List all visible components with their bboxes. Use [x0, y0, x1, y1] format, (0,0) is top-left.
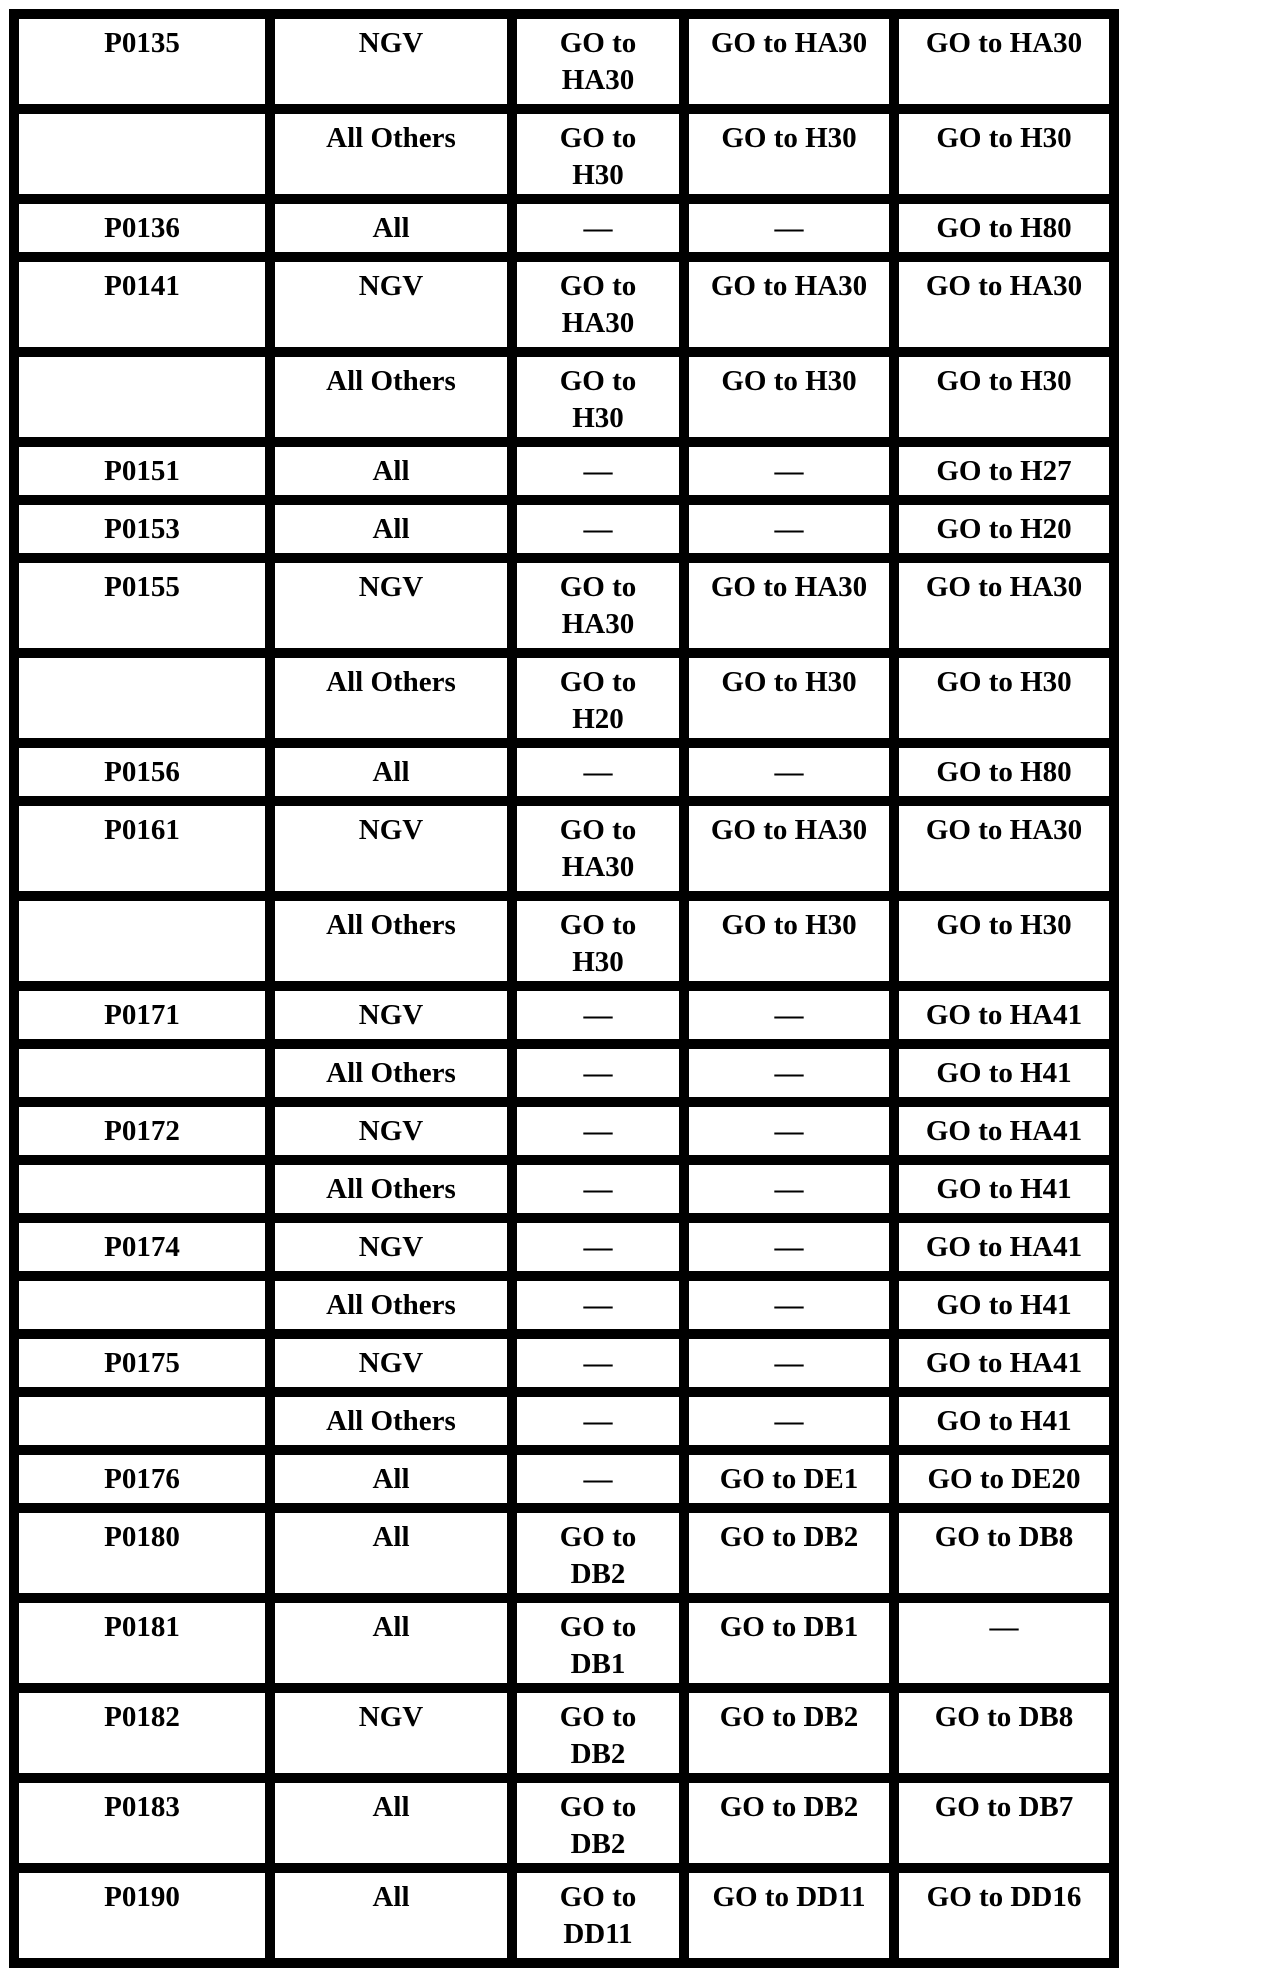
vehicle-type-cell: All [270, 1508, 512, 1598]
table-row [14, 109, 1114, 199]
dtc-code-cell [14, 1392, 270, 1450]
action-col5-cell: GO to H41 [894, 1276, 1114, 1334]
dtc-code-cell: P0161 [14, 801, 270, 896]
vehicle-type-cell: NGV [270, 1334, 512, 1392]
action-col3-cell: GO to H30 [512, 896, 684, 986]
action-col3-cell: — [512, 1392, 684, 1450]
action-col4-cell: GO to HA30 [684, 801, 894, 896]
table-body [14, 14, 1114, 1963]
action-col3-cell: — [512, 1160, 684, 1218]
vehicle-type-cell: NGV [270, 257, 512, 352]
table-row [14, 986, 1114, 1044]
dtc-code-cell: P0135 [14, 14, 270, 109]
action-col4-cell: — [684, 500, 894, 558]
table-row [14, 1778, 1114, 1868]
action-col3-cell: GO to DD11 [512, 1868, 684, 1963]
table-row [14, 1102, 1114, 1160]
action-col4-cell: — [684, 1218, 894, 1276]
vehicle-type-cell: All [270, 1450, 512, 1508]
vehicle-type-cell: All Others [270, 1276, 512, 1334]
vehicle-type-cell: All [270, 743, 512, 801]
action-col4-cell: — [684, 1276, 894, 1334]
vehicle-type-cell: NGV [270, 1218, 512, 1276]
vehicle-type-cell: NGV [270, 986, 512, 1044]
action-col3-cell: — [512, 1102, 684, 1160]
action-col5-cell: GO to H30 [894, 109, 1114, 199]
vehicle-type-cell: All Others [270, 896, 512, 986]
table-row [14, 1508, 1114, 1598]
dtc-code-cell [14, 1276, 270, 1334]
action-col3-cell: — [512, 1450, 684, 1508]
table-row [14, 1334, 1114, 1392]
action-col5-cell: GO to H80 [894, 743, 1114, 801]
vehicle-type-cell: All [270, 1868, 512, 1963]
action-col4-cell: GO to DB2 [684, 1508, 894, 1598]
table-row [14, 352, 1114, 442]
dtc-code-cell [14, 1044, 270, 1102]
vehicle-type-cell: All Others [270, 1392, 512, 1450]
dtc-code-cell: P0171 [14, 986, 270, 1044]
action-col4-cell: GO to DB2 [684, 1688, 894, 1778]
table-row [14, 442, 1114, 500]
action-col4-cell: — [684, 199, 894, 257]
vehicle-type-cell: All [270, 199, 512, 257]
action-col3-cell: — [512, 199, 684, 257]
dtc-code-cell: P0180 [14, 1508, 270, 1598]
action-col3-cell: — [512, 1044, 684, 1102]
vehicle-type-cell: All [270, 1598, 512, 1688]
action-col4-cell: — [684, 1044, 894, 1102]
action-col3-cell: GO to HA30 [512, 801, 684, 896]
table-row [14, 1450, 1114, 1508]
action-col5-cell: GO to H41 [894, 1160, 1114, 1218]
action-col4-cell: GO to DE1 [684, 1450, 894, 1508]
action-col3-cell: GO to DB1 [512, 1598, 684, 1688]
action-col5-cell: GO to H30 [894, 653, 1114, 743]
action-col5-cell: GO to H30 [894, 352, 1114, 442]
table-row [14, 801, 1114, 896]
action-col4-cell: — [684, 1334, 894, 1392]
action-col5-cell: GO to H41 [894, 1044, 1114, 1102]
action-col5-cell: GO to HA30 [894, 801, 1114, 896]
action-col3-cell: — [512, 743, 684, 801]
action-col3-cell: — [512, 1276, 684, 1334]
table-row [14, 500, 1114, 558]
table-row [14, 896, 1114, 986]
dtc-code-cell [14, 352, 270, 442]
table-row [14, 1598, 1114, 1688]
dtc-code-cell: P0190 [14, 1868, 270, 1963]
dtc-code-cell: P0172 [14, 1102, 270, 1160]
dtc-code-cell: P0181 [14, 1598, 270, 1688]
action-col4-cell: — [684, 1160, 894, 1218]
dtc-code-cell: P0176 [14, 1450, 270, 1508]
action-col5-cell: GO to DB7 [894, 1778, 1114, 1868]
table-row [14, 257, 1114, 352]
vehicle-type-cell: All [270, 1778, 512, 1868]
action-col3-cell: — [512, 500, 684, 558]
action-col3-cell: GO to DB2 [512, 1688, 684, 1778]
action-col4-cell: — [684, 1392, 894, 1450]
action-col5-cell: GO to DB8 [894, 1688, 1114, 1778]
action-col3-cell: — [512, 1334, 684, 1392]
action-col4-cell: GO to HA30 [684, 558, 894, 653]
action-col4-cell: — [684, 743, 894, 801]
dtc-code-cell: P0141 [14, 257, 270, 352]
action-col3-cell: GO to H30 [512, 109, 684, 199]
action-col3-cell: GO to DB2 [512, 1508, 684, 1598]
dtc-code-cell: P0136 [14, 199, 270, 257]
table-row [14, 1392, 1114, 1450]
action-col4-cell: GO to H30 [684, 896, 894, 986]
dtc-code-cell: P0182 [14, 1688, 270, 1778]
action-col5-cell: — [894, 1598, 1114, 1688]
dtc-code-cell: P0183 [14, 1778, 270, 1868]
dtc-code-cell: P0174 [14, 1218, 270, 1276]
vehicle-type-cell: All Others [270, 109, 512, 199]
vehicle-type-cell: All [270, 500, 512, 558]
action-col5-cell: GO to HA30 [894, 257, 1114, 352]
table-row [14, 743, 1114, 801]
vehicle-type-cell: NGV [270, 1102, 512, 1160]
action-col3-cell: GO to H30 [512, 352, 684, 442]
action-col4-cell: GO to H30 [684, 109, 894, 199]
document-page [9, 9, 1109, 1968]
vehicle-type-cell: All Others [270, 1160, 512, 1218]
vehicle-type-cell: NGV [270, 1688, 512, 1778]
action-col4-cell: GO to DD11 [684, 1868, 894, 1963]
dtc-code-cell: P0175 [14, 1334, 270, 1392]
action-col3-cell: GO to H20 [512, 653, 684, 743]
action-col4-cell: — [684, 986, 894, 1044]
action-col4-cell: — [684, 442, 894, 500]
vehicle-type-cell: All Others [270, 1044, 512, 1102]
table-row [14, 1688, 1114, 1778]
action-col5-cell: GO to DD16 [894, 1868, 1114, 1963]
table-row [14, 1218, 1114, 1276]
action-col3-cell: GO to DB2 [512, 1778, 684, 1868]
action-col3-cell: GO to HA30 [512, 14, 684, 109]
table-row [14, 1044, 1114, 1102]
table-row [14, 558, 1114, 653]
dtc-code-cell: P0151 [14, 442, 270, 500]
vehicle-type-cell: NGV [270, 558, 512, 653]
action-col5-cell: GO to HA41 [894, 1102, 1114, 1160]
table-row [14, 14, 1114, 109]
dtc-code-cell [14, 109, 270, 199]
action-col3-cell: GO to HA30 [512, 257, 684, 352]
action-col3-cell: — [512, 442, 684, 500]
action-col5-cell: GO to DB8 [894, 1508, 1114, 1598]
action-col4-cell: GO to H30 [684, 653, 894, 743]
action-col4-cell: GO to H30 [684, 352, 894, 442]
dtc-code-cell [14, 653, 270, 743]
dtc-code-cell [14, 896, 270, 986]
table-row [14, 653, 1114, 743]
table-row [14, 1868, 1114, 1963]
action-col3-cell: GO to HA30 [512, 558, 684, 653]
action-col4-cell: — [684, 1102, 894, 1160]
action-col4-cell: GO to HA30 [684, 14, 894, 109]
action-col5-cell: GO to HA41 [894, 986, 1114, 1044]
action-col3-cell: — [512, 1218, 684, 1276]
table-row [14, 1276, 1114, 1334]
action-col5-cell: GO to HA41 [894, 1334, 1114, 1392]
action-col4-cell: GO to HA30 [684, 257, 894, 352]
action-col5-cell: GO to H80 [894, 199, 1114, 257]
vehicle-type-cell: NGV [270, 14, 512, 109]
table-row [14, 1160, 1114, 1218]
action-col5-cell: GO to H30 [894, 896, 1114, 986]
dtc-code-cell [14, 1160, 270, 1218]
vehicle-type-cell: All Others [270, 653, 512, 743]
dtc-code-cell: P0153 [14, 500, 270, 558]
vehicle-type-cell: NGV [270, 801, 512, 896]
diagnostic-code-table [9, 9, 1119, 1968]
action-col5-cell: GO to HA30 [894, 558, 1114, 653]
vehicle-type-cell: All Others [270, 352, 512, 442]
action-col5-cell: GO to HA30 [894, 14, 1114, 109]
action-col5-cell: GO to DE20 [894, 1450, 1114, 1508]
table-row [14, 199, 1114, 257]
action-col5-cell: GO to H41 [894, 1392, 1114, 1450]
dtc-code-cell: P0155 [14, 558, 270, 653]
action-col3-cell: — [512, 986, 684, 1044]
action-col4-cell: GO to DB2 [684, 1778, 894, 1868]
action-col5-cell: GO to HA41 [894, 1218, 1114, 1276]
vehicle-type-cell: All [270, 442, 512, 500]
action-col5-cell: GO to H20 [894, 500, 1114, 558]
dtc-code-cell: P0156 [14, 743, 270, 801]
action-col4-cell: GO to DB1 [684, 1598, 894, 1688]
action-col5-cell: GO to H27 [894, 442, 1114, 500]
